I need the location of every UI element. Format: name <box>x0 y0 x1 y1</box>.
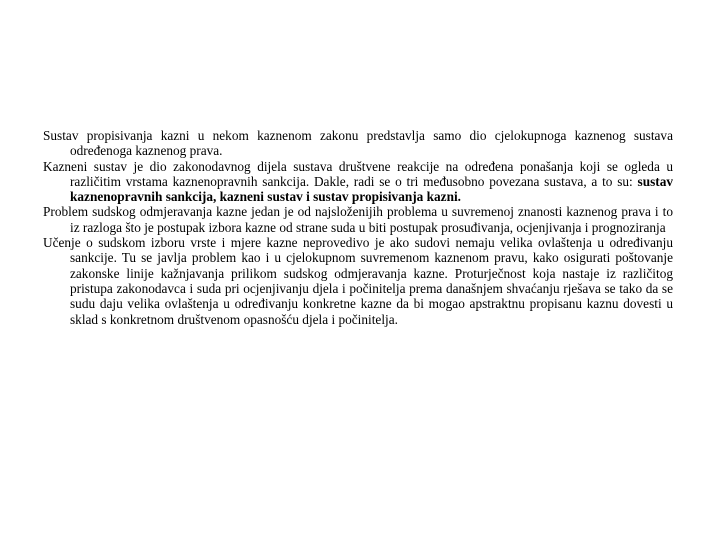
paragraph-kazneni-sustav <box>43 159 673 205</box>
paragraph-bold-text: sustav kaznenopravnih sankcija, kazneni sustav i sustav propisivanja kazni. <box>70 173 673 205</box>
paragraph-text: Problem sudskog odmjeravanja kazne jedan je od najsloženijih problema u suvremenoj znanosti kaznenog prava i to iz razloga što je postupak izbora kazne od strane suda u biti postupak prosuđivanja, ocjenjivanja i prognoziranja <box>43 204 673 235</box>
paragraph-text: Kazneni sustav je dio zakonodavnog dijela sustava društvene reakcije na određena ponašanja koji se ogleda u različitim vrstama kaznenopravnih sankcija. Dakle, radi se o tri međusobno povezana sustava, a to su: <box>43 158 673 189</box>
text-body <box>43 128 673 327</box>
paragraph-problem-odmjeravanja <box>43 204 673 235</box>
paragraph-ucenje-o-izboru <box>43 235 673 327</box>
paragraph-text: Učenje o sudskom izboru vrste i mjere kazne neprovedivo je ako sudovi nemaju velika ovlaštenja u određivanju sankcije. Tu se javlja problem kao i u cjelokupnom suvremenom kaznenom pravu, kako osigurati poštovanje zakonske linije kažnjavanja prilikom sudskog odmjeravanja kazne. Proturječnost koja nastaje iz različitog pristupa zakonodavca i suda pri ocjenjivanju djela i počinitelja prema današnjem shvaćanju rješava se tako da se sudu daju velika ovlaštenja u određivanju konkretne kazne da bi mogao apstraktnu propisanu kaznu dovesti u sklad s konkretnom društvenom opasnošću djela i počinitelja. <box>43 235 673 327</box>
paragraph-text: Sustav propisivanja kazni u nekom kaznenom zakonu predstavlja samo dio cjelokupnoga kaznenog sustava određenoga kaznenog prava. <box>43 128 673 159</box>
paragraph-sustav-propisivanja <box>43 128 673 159</box>
